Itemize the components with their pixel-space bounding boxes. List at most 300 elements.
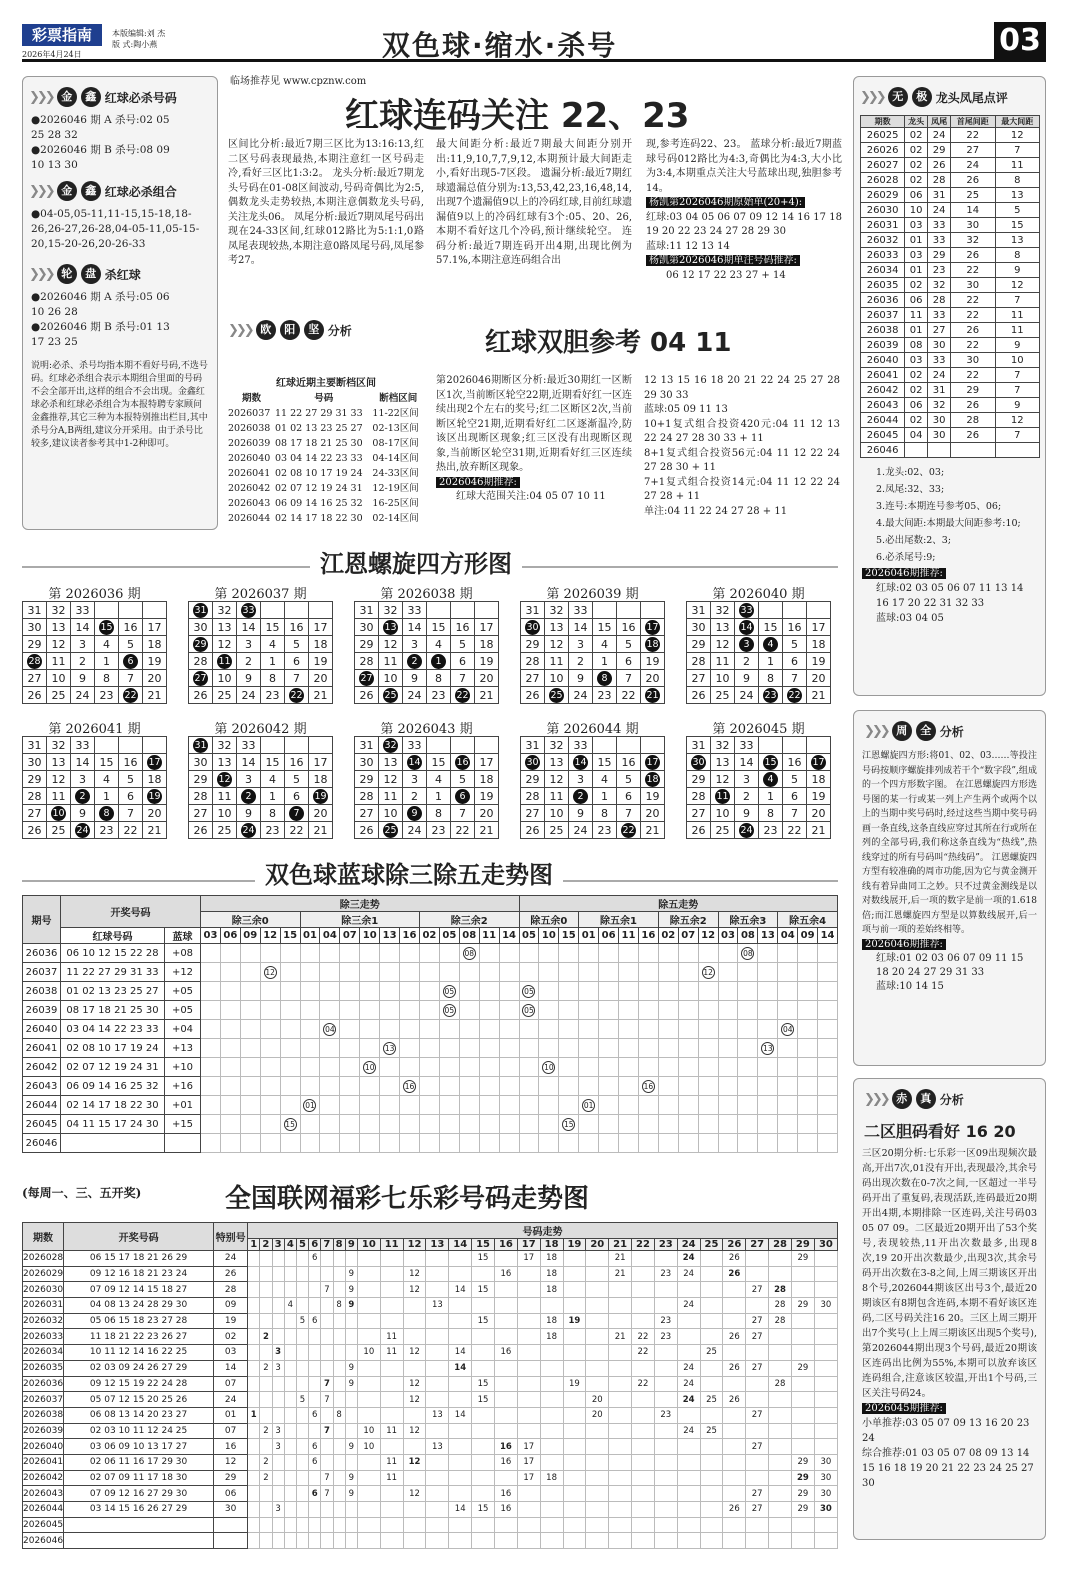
trend-cell <box>579 1096 599 1115</box>
spiral-cell: 12 <box>711 636 735 653</box>
spiral-row <box>23 771 167 788</box>
spiral-hit-ball: 24 <box>242 824 255 836</box>
trend-cell <box>519 1039 539 1058</box>
trend-cell: 28 <box>769 1282 792 1298</box>
trend-cell <box>632 1360 655 1376</box>
spiral-hit-ball: 14 <box>740 621 753 633</box>
table-cell: 11 <box>905 308 928 323</box>
spiral-row <box>189 653 333 670</box>
trend-cell <box>380 982 400 1001</box>
trend-cell <box>403 1517 426 1533</box>
trend-cell <box>380 1407 403 1423</box>
trend-cell <box>738 1115 758 1134</box>
trend-cell <box>494 1313 517 1329</box>
trend-cell: 12 <box>403 1376 426 1392</box>
trend-cell <box>220 1096 240 1115</box>
spiral-period-label: 第 2026037 期 <box>214 587 307 602</box>
trend-marker: 01 <box>305 1100 315 1110</box>
trend-cell <box>360 1020 380 1039</box>
badge: 鑫 <box>81 87 101 107</box>
trend-cell <box>619 1039 639 1058</box>
draw-cell: 09 12 15 19 22 24 28 <box>64 1376 214 1392</box>
trend-cell <box>403 1329 426 1345</box>
spiral-cell: 21 <box>475 687 499 704</box>
trend-cell <box>579 1115 599 1134</box>
trend-cell <box>609 1486 632 1502</box>
trend-cell <box>419 982 439 1001</box>
trend-cell <box>426 1313 449 1329</box>
trend-cell: 20 <box>586 1392 609 1408</box>
spiral-row <box>355 737 499 754</box>
table-cell: 08-17区间 <box>372 438 419 449</box>
table-cell: 01 <box>905 233 928 248</box>
trend-cell <box>677 1282 700 1298</box>
note-line: 2.凤尾:32、33; <box>876 484 945 495</box>
period-cell: 2026028 <box>23 1251 64 1267</box>
number-header: 12 <box>260 928 280 944</box>
period-cell: 26045 <box>23 1115 61 1134</box>
spiral-cell: 8 <box>95 670 119 687</box>
trend-cell <box>638 1134 658 1153</box>
trend-cell <box>758 944 778 963</box>
spiral-cell: 7 <box>783 670 807 687</box>
trend-cell <box>296 1454 308 1470</box>
trend-cell <box>798 944 818 963</box>
trend-cell <box>678 1039 698 1058</box>
spiral-cell: 13 <box>213 619 237 636</box>
trend-cell <box>738 1039 758 1058</box>
trend-cell <box>517 1423 540 1439</box>
table-cell: 26 <box>951 323 995 338</box>
trend-cell <box>426 1345 449 1361</box>
chevron-icon: ❯❯❯ <box>860 89 884 105</box>
spiral-cell: 9 <box>735 805 759 822</box>
spiral-cell: 21 <box>807 822 831 839</box>
spiral-cell: 20 <box>475 670 499 687</box>
spiral-cell: 4 <box>427 636 451 653</box>
trend-cell <box>769 1423 792 1439</box>
trend-cell <box>638 944 658 963</box>
badge: 真 <box>916 1089 936 1109</box>
trend-marker: 05 <box>524 1005 534 1015</box>
number-header: 05 <box>439 928 459 944</box>
table-row <box>861 353 1040 368</box>
trend-cell <box>357 1360 380 1376</box>
list-item: 17 23 25 <box>31 336 78 348</box>
trend-cell <box>723 1407 746 1423</box>
trend-cell: 14 <box>449 1502 472 1518</box>
table-cell: 26039 <box>861 338 905 353</box>
spiral-cell: 17 <box>309 619 333 636</box>
spiral-cell <box>119 602 143 619</box>
trend-cell <box>272 1486 284 1502</box>
spiral-cell: 12 <box>379 636 403 653</box>
trend-cell <box>449 1376 472 1392</box>
spiral-cell: 30 <box>23 754 47 771</box>
highlight-label: 2026046期推荐: <box>862 939 946 950</box>
trend-cell <box>340 963 360 982</box>
spiral-row <box>23 670 167 687</box>
spiral-cell: 32 <box>379 602 403 619</box>
kill-red2-list <box>23 290 217 350</box>
table-row <box>861 218 1040 233</box>
group-header: 除三余2 <box>419 912 519 928</box>
trend-cell <box>700 1251 723 1267</box>
trend-cell <box>791 1313 814 1329</box>
trend-cell: 27 <box>746 1313 769 1329</box>
spiral-cell: 16 <box>617 619 641 636</box>
table-row <box>861 173 1040 188</box>
spiral-cell <box>23 653 47 670</box>
number-header: 10 <box>357 1239 380 1251</box>
trend-cell: 19 <box>563 1376 586 1392</box>
spiral-cell: 8 <box>759 805 783 822</box>
trend-cell <box>321 1266 333 1282</box>
period-cell: 2026043 <box>23 1486 64 1502</box>
period-cell: 2026033 <box>23 1329 64 1345</box>
trend-cell <box>698 963 718 982</box>
draw-cell: 10 11 12 14 16 22 25 <box>64 1345 214 1361</box>
number-header: 23 <box>654 1239 677 1251</box>
spiral-row <box>23 619 167 636</box>
spiral-cell: 29 <box>521 636 545 653</box>
spiral-cell: 5 <box>617 771 641 788</box>
trend-cell <box>778 1001 798 1020</box>
table-cell: 30 <box>928 428 951 443</box>
trend-cell <box>272 1407 284 1423</box>
trend-cell <box>345 1407 357 1423</box>
spiral-cell: 19 <box>475 788 499 805</box>
trend-cell <box>296 1533 308 1549</box>
trend-cell <box>654 1517 677 1533</box>
group-header: 除五余1 <box>579 912 659 928</box>
trend-cell <box>220 963 240 982</box>
trend-cell: 17 <box>517 1439 540 1455</box>
spiral-row <box>687 788 831 805</box>
spiral-cell: 26 <box>23 822 47 839</box>
trend-cell <box>300 1096 320 1115</box>
spiral-hit-ball: 16 <box>456 756 469 768</box>
trend-cell <box>632 1266 655 1282</box>
trend-cell <box>426 1470 449 1486</box>
trend-cell <box>340 1077 360 1096</box>
chevron-icon: ❯❯❯ <box>29 183 53 199</box>
trend-cell <box>718 1077 738 1096</box>
number-header: 12 <box>698 928 718 944</box>
spiral-cell: 28 <box>23 788 47 805</box>
trend-cell <box>357 1392 380 1408</box>
number-header: 01 <box>579 928 599 944</box>
table-cell: 26 <box>928 158 951 173</box>
number-header: 27 <box>746 1239 769 1251</box>
spiral-hit-ball: 11 <box>716 790 729 802</box>
trend-cell <box>738 944 758 963</box>
table-cell: 02 <box>905 158 928 173</box>
trend-cell <box>272 1298 284 1314</box>
column-header: 期数 <box>861 116 905 128</box>
trend-cell <box>320 1001 340 1020</box>
trend-cell <box>380 1039 400 1058</box>
number-header: 25 <box>700 1239 723 1251</box>
trend-cell <box>540 1376 563 1392</box>
trend-cell <box>758 982 778 1001</box>
spiral-cell: 8 <box>261 805 285 822</box>
trend-cell <box>320 1039 340 1058</box>
spiral-cell: 25 <box>213 822 237 839</box>
spiral-hit-ball: 22 <box>290 689 303 701</box>
trend-cell <box>677 1454 700 1470</box>
table-cell <box>905 443 928 458</box>
trend-cell <box>738 1096 758 1115</box>
spiral-row <box>23 636 167 653</box>
spiral-cell: 9 <box>403 670 427 687</box>
spiral-cell: 23 <box>427 822 451 839</box>
trend-cell <box>723 1439 746 1455</box>
table-row <box>861 263 1040 278</box>
spiral-row <box>521 653 665 670</box>
badge: 无 <box>888 87 908 107</box>
trend-cell <box>677 1533 700 1549</box>
trend-cell <box>599 963 619 982</box>
trend-cell <box>698 1001 718 1020</box>
spiral-cell: 1 <box>95 788 119 805</box>
trend-cell <box>769 1439 792 1455</box>
spiral-hit-ball: 29 <box>194 638 207 650</box>
spiral-cell: 2 <box>237 653 261 670</box>
note-line: 6.必杀尾号:9; <box>876 552 936 563</box>
spiral-hit-ball: 1 <box>431 654 446 669</box>
trend-cell <box>563 1502 586 1518</box>
trend-cell <box>609 1470 632 1486</box>
spiral-cell: 3 <box>237 771 261 788</box>
trend-cell <box>240 1134 260 1153</box>
spiral-cell: 24 <box>569 822 593 839</box>
trend-cell <box>321 1360 333 1376</box>
kill-red-header <box>29 85 217 109</box>
spiral-cell <box>521 619 545 636</box>
spiral-cell: 3 <box>403 636 427 653</box>
trend-cell <box>586 1517 609 1533</box>
spiral-cell: 10 <box>379 670 403 687</box>
trend-cell <box>519 1096 539 1115</box>
table-cell: 11 <box>995 323 1040 338</box>
spiral-cell: 5 <box>285 636 309 653</box>
spiral-row <box>687 636 831 653</box>
trend-cell <box>296 1298 308 1314</box>
trend-cell <box>517 1282 540 1298</box>
spiral-cell <box>759 636 783 653</box>
spiral-cell <box>617 737 641 754</box>
spiral-chart <box>22 583 167 704</box>
trend-cell <box>723 1470 746 1486</box>
trend-cell <box>400 963 420 982</box>
number-header: 05 <box>519 928 539 944</box>
red-cell: 04 11 15 17 24 30 <box>61 1115 165 1134</box>
trend-cell <box>419 1039 439 1058</box>
table-cell: 02 <box>905 173 928 188</box>
trend-cell <box>380 1096 400 1115</box>
trend-cell <box>403 1360 426 1376</box>
trend-cell <box>260 944 280 963</box>
trend-cell: 30 <box>814 1470 837 1486</box>
spiral-cell: 17 <box>475 619 499 636</box>
trend-cell <box>609 1298 632 1314</box>
trend-cell <box>284 1502 296 1518</box>
trend-cell <box>357 1502 380 1518</box>
section-title: 红球必杀组合 <box>104 184 177 199</box>
spiral-cell <box>593 670 617 687</box>
section-title: 龙头凤尾点评 <box>935 90 1008 105</box>
trend-cell <box>439 1096 459 1115</box>
spiral-cell: 9 <box>569 805 593 822</box>
list-item: 25 28 32 <box>31 129 78 141</box>
number-header: 6 <box>309 1239 321 1251</box>
spiral-cell <box>759 754 783 771</box>
table-cell: 9 <box>995 338 1040 353</box>
trend-cell <box>333 1392 345 1408</box>
trend-cell <box>333 1439 345 1455</box>
table-row <box>23 944 838 963</box>
spiral-grid <box>520 601 665 704</box>
spiral-hit-ball: 28 <box>28 655 41 667</box>
spiral-cell: 31 <box>687 737 711 754</box>
trend-cell: 18 <box>540 1329 563 1345</box>
trend-cell <box>248 1470 260 1486</box>
trend-cell: 30 <box>814 1454 837 1470</box>
trend-cell <box>403 1251 426 1267</box>
spiral-cell: 21 <box>807 687 831 704</box>
trend-cell <box>746 1266 769 1282</box>
badge: 全 <box>916 721 936 741</box>
trend-cell: 9 <box>345 1439 357 1455</box>
trend-cell <box>540 1533 563 1549</box>
table-cell: 30 <box>951 278 995 293</box>
table-cell: 32 <box>928 398 951 413</box>
trend-cell <box>272 1470 284 1486</box>
number-header: 06 <box>220 928 240 944</box>
spiral-hit-ball: 27 <box>194 672 207 684</box>
spiral-cell: 4 <box>261 771 285 788</box>
number-header: 10 <box>539 928 559 944</box>
paragraph: 第2026046期断区分析:最近30期红一区断区1次,当前断区轮空22期,近期看好红一区连续出现2个左右的奖号;红二区断区2次,当前断区轮空21期,近期看好红二区逐渐温冷,防该区出现断区现象;红三区没有出现断区现象,当前断区轮空31期,近期看好红三区连续热出,放弃断区现象。 <box>436 375 632 473</box>
spiral-cell: 12 <box>213 636 237 653</box>
period-cell: 26038 <box>23 982 61 1001</box>
kill-red2-header <box>29 262 217 286</box>
table-cell: 03 <box>905 218 928 233</box>
trend-cell <box>540 1298 563 1314</box>
trend-cell: 27 <box>746 1486 769 1502</box>
page-title: 双色球·缩水·杀号 <box>382 29 618 62</box>
trend-cell <box>400 1115 420 1134</box>
spiral-hit-ball: 22 <box>788 689 801 701</box>
trend-cell <box>201 1039 221 1058</box>
trend-cell <box>260 1251 272 1267</box>
table-row <box>861 203 1040 218</box>
table-cell: 11 22 27 29 31 33 <box>275 408 363 419</box>
trend-cell <box>345 1533 357 1549</box>
spiral-cell: 18 <box>309 771 333 788</box>
trend-cell: 22 <box>632 1345 655 1361</box>
trend-cell <box>426 1329 449 1345</box>
trend-cell: 11 <box>380 1454 403 1470</box>
table-row <box>23 1251 838 1267</box>
table-row <box>23 1360 838 1376</box>
spiral-cell: 14 <box>237 619 261 636</box>
trend-cell <box>280 944 300 963</box>
trend-cell <box>519 982 539 1001</box>
trend-cell <box>479 1134 499 1153</box>
trend-cell <box>791 1345 814 1361</box>
kill-combo-header <box>29 179 217 203</box>
trend-cell <box>698 1096 718 1115</box>
trend-cell <box>609 1423 632 1439</box>
trend-marker: 04 <box>782 1024 793 1034</box>
trend-cell <box>494 1407 517 1423</box>
spiral-cell <box>735 619 759 636</box>
number-header: 07 <box>678 928 698 944</box>
trend-cell <box>380 1298 403 1314</box>
spiral-hit-ball: 21 <box>646 689 659 701</box>
trend-cell <box>357 1298 380 1314</box>
spiral-row <box>355 602 499 619</box>
spiral-cell <box>285 602 309 619</box>
spiral-cell <box>711 788 735 805</box>
trend-cell <box>814 1407 837 1423</box>
trend-cell <box>718 982 738 1001</box>
number-header: 11 <box>479 928 499 944</box>
table-cell: 12-19区间 <box>372 483 419 494</box>
period-cell: 2026034 <box>23 1345 64 1361</box>
spiral-cell <box>427 737 451 754</box>
table-row <box>23 1486 838 1502</box>
draw-cell: 06 15 17 18 21 26 29 <box>64 1251 214 1267</box>
trend-cell <box>345 1423 357 1439</box>
trend-cell <box>459 1115 479 1134</box>
spiral-cell: 9 <box>735 670 759 687</box>
spiral-cell: 16 <box>783 754 807 771</box>
table-row <box>23 1470 838 1486</box>
spiral-cell <box>783 687 807 704</box>
trend-cell <box>658 1001 678 1020</box>
trend-cell: 8 <box>333 1298 345 1314</box>
spiral-cell <box>285 805 309 822</box>
trend-cell <box>814 1423 837 1439</box>
draw-cell: 04 08 13 24 28 29 30 <box>64 1298 214 1314</box>
trend-cell <box>814 1282 837 1298</box>
article1-col1: 区间比分析:最近7期三区比为13:16:13,红二区号码表现最热,本期注意红一区号码走冷,看好三区比1:3:2。 龙头分析:最近7期龙头号码在01-08区间波动,号码奇偶比为2:5,偶数龙头走势较热,本期注意偶数龙头号码,关注龙头06。 凤尾分析:最近7期凤尾号码出现在24-33区间,红球012路比为5:1:1,0路凤尾表现较热,本期注意0路凤尾号码,凤尾参考27。 <box>228 139 424 266</box>
red-cell: 02 14 17 18 22 30 <box>61 1096 165 1115</box>
spiral-cell: 25 <box>47 687 71 704</box>
list-item: ●2026046 期 B 杀号:01 13 <box>31 321 170 333</box>
trend-cell <box>769 1407 792 1423</box>
trend-cell <box>798 1001 818 1020</box>
table-cell: 15 <box>995 218 1040 233</box>
trend-cell: 26 <box>723 1360 746 1376</box>
spiral-cell: 15 <box>261 754 285 771</box>
trend-cell <box>559 1115 579 1134</box>
spiral-cell: 10 <box>545 805 569 822</box>
trend-marker: 16 <box>404 1081 415 1091</box>
trend-cell <box>321 1502 333 1518</box>
spiral-cell: 12 <box>379 771 403 788</box>
trend-marker: 13 <box>384 1043 395 1053</box>
spiral-title: 江恩螺旋四方形图 <box>310 544 522 579</box>
trend-cell <box>758 1039 778 1058</box>
spiral-cell: 19 <box>143 653 167 670</box>
trend-cell <box>654 1533 677 1549</box>
spiral-hit-ball: 25 <box>550 689 563 701</box>
trend-cell <box>609 1282 632 1298</box>
